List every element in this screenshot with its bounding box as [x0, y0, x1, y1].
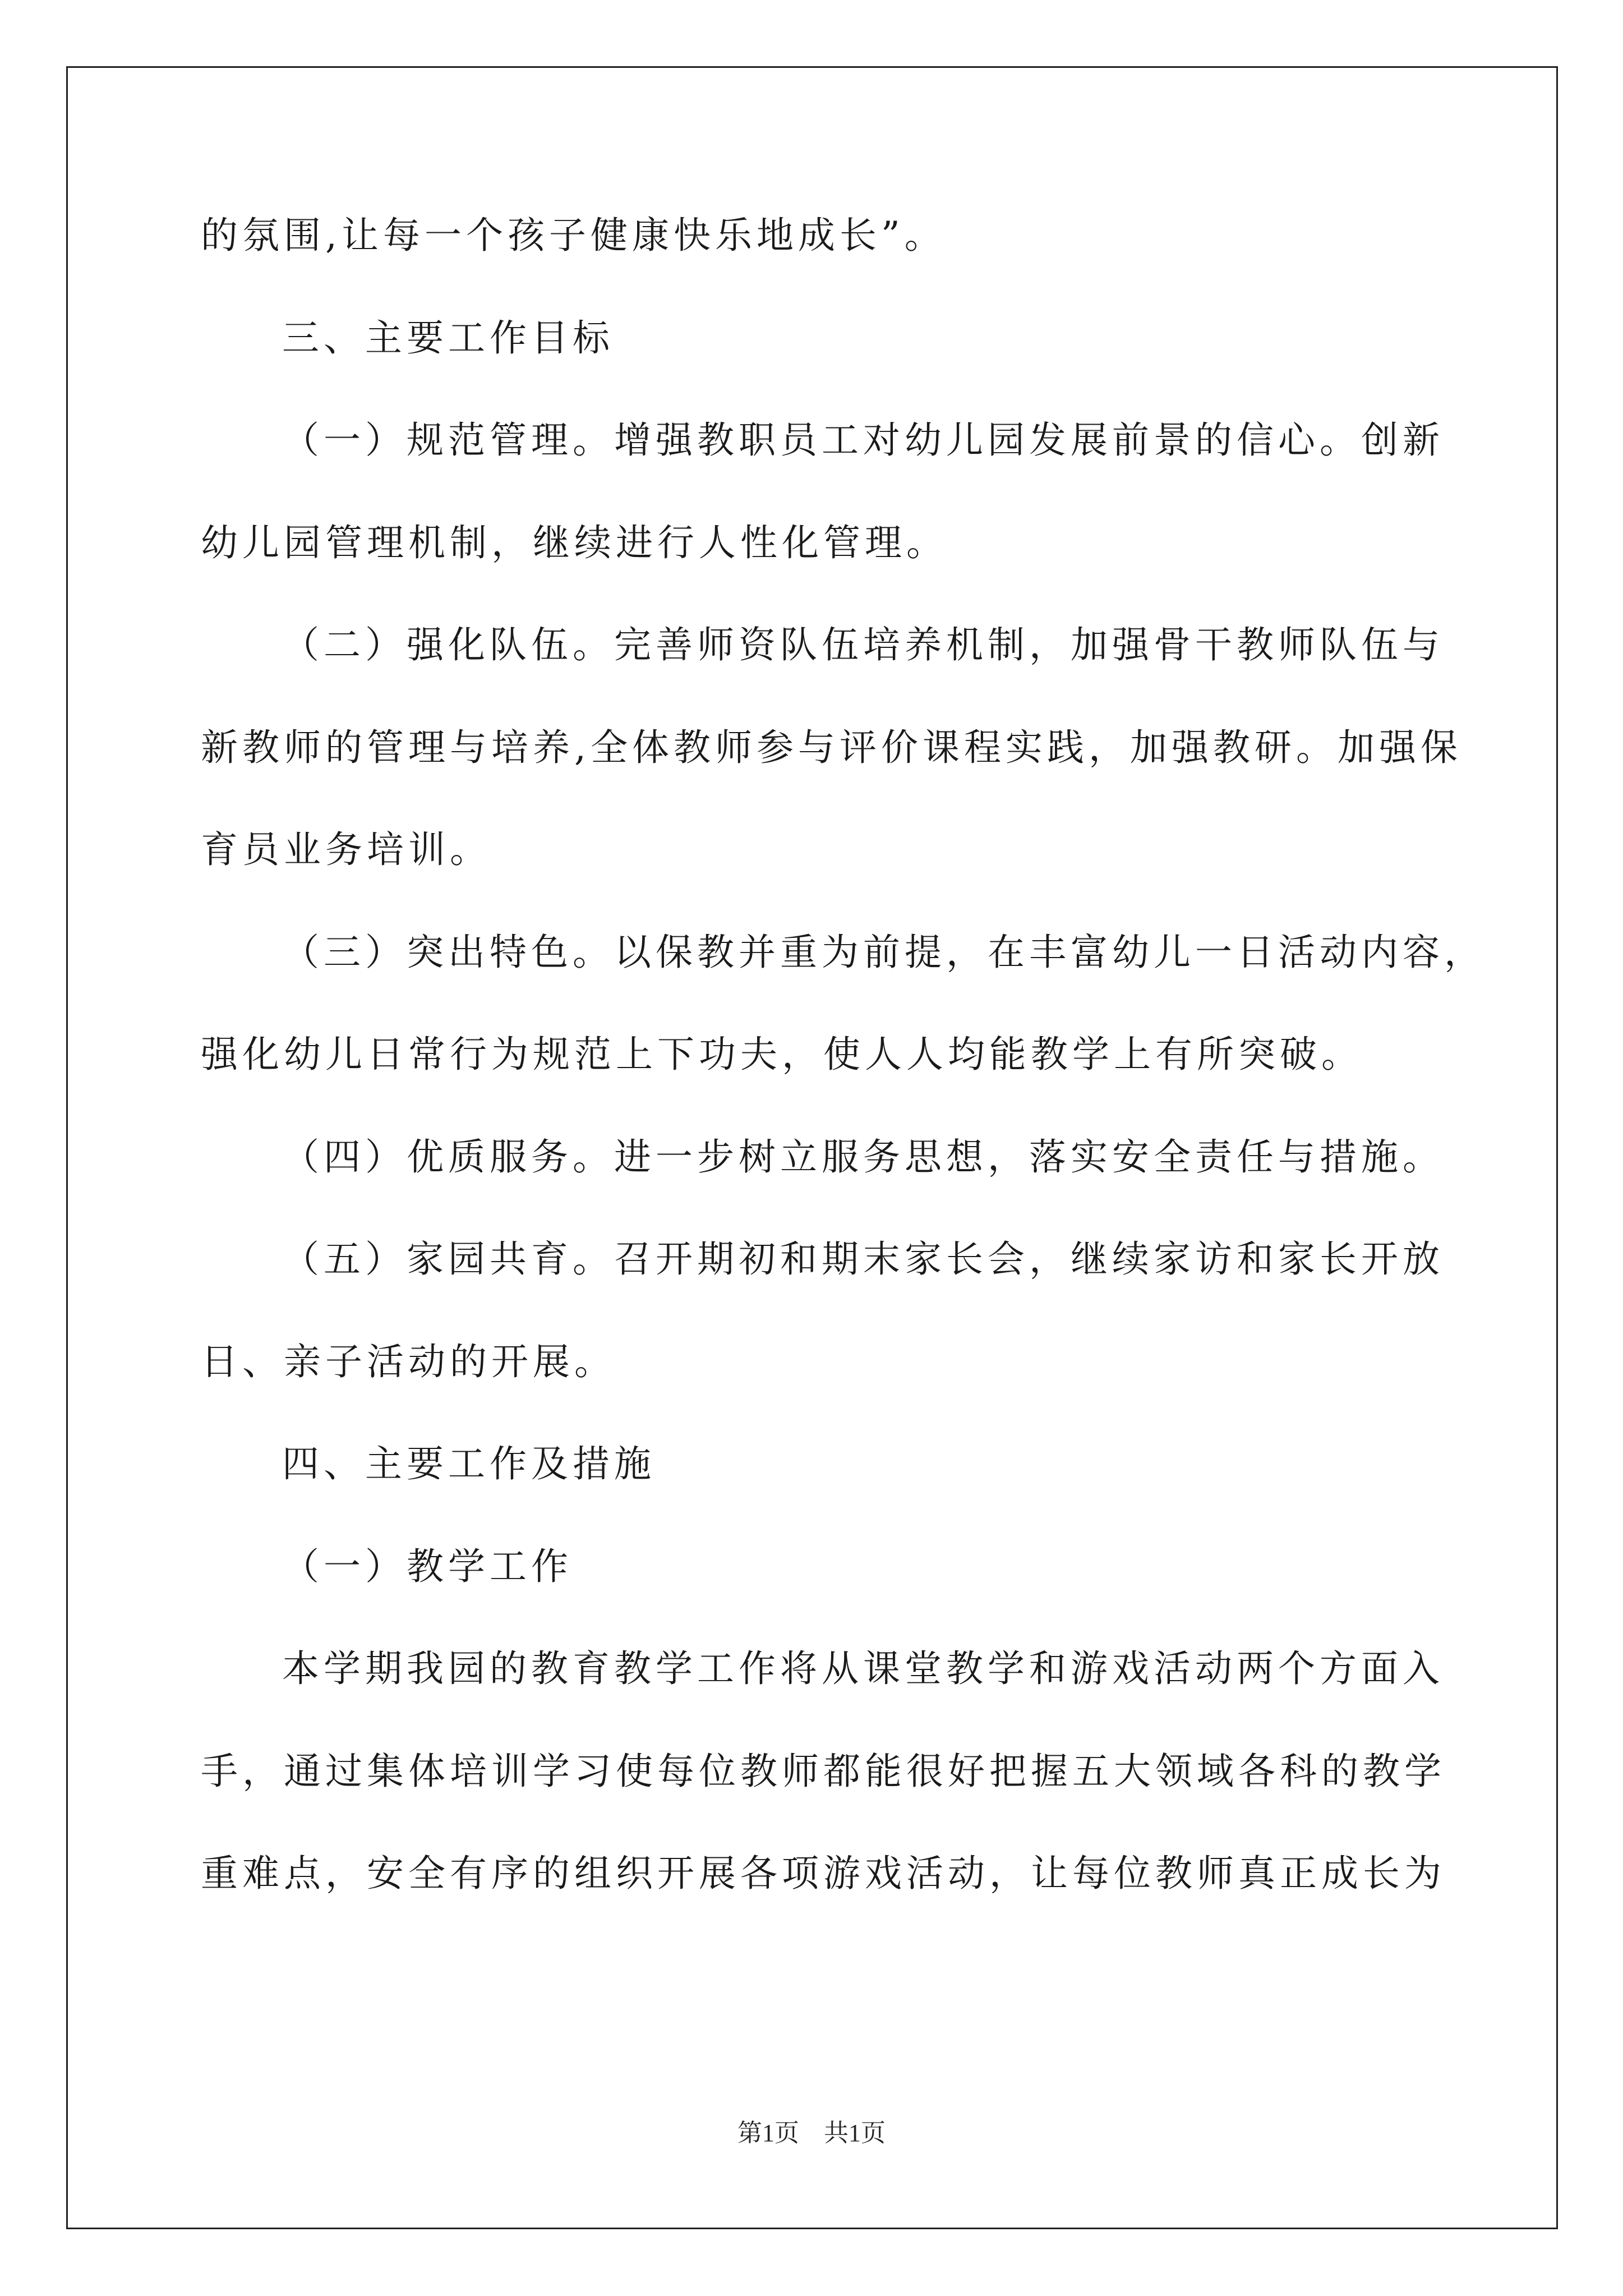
text-line: 的氛围,让每一个孩子健康快乐地成长”。 [201, 214, 946, 257]
page-number: 第1页 [737, 2119, 799, 2147]
page-total: 共1页 [824, 2119, 886, 2147]
text-line: 本学期我园的教育教学工作将从课堂教学和游戏活动两个方面入 [282, 1647, 1444, 1690]
text-line: 强化幼儿日常行为规范上下功夫，使人人均能教学上有所突破。 [201, 1033, 1363, 1076]
page-footer [0, 2118, 1623, 2149]
subsection-heading: （一）教学工作 [282, 1545, 573, 1588]
text-line: 重难点，安全有序的组织开展各项游戏活动，让每位教师真正成长为 [201, 1852, 1446, 1895]
section-heading: 四、主要工作及措施 [282, 1442, 656, 1485]
text-line: （一）规范管理。增强教职员工对幼儿园发展前景的信心。创新 [282, 418, 1444, 462]
text-line: 手，通过集体培训学习使每位教师都能很好把握五大领域各科的教学 [201, 1750, 1446, 1793]
text-line: （三）突出特色。以保教并重为前提，在丰富幼儿一日活动内容， [282, 931, 1486, 974]
text-line: 新教师的管理与培养,全体教师参与评价课程实践，加强教研。加强保 [201, 726, 1462, 769]
text-line: （四）优质服务。进一步树立服务思想，落实安全责任与措施。 [282, 1135, 1444, 1179]
text-line: 日、亲子活动的开展。 [201, 1340, 616, 1383]
section-heading: 三、主要工作目标 [282, 316, 614, 360]
text-line: 幼儿园管理机制，继续进行人性化管理。 [201, 521, 948, 564]
text-line: （二）强化队伍。完善师资队伍培养机制，加强骨干教师队伍与 [282, 623, 1444, 666]
text-line: 育员业务培训。 [201, 828, 491, 871]
text-line: （五）家园共育。召开期初和期末家长会，继续家访和家长开放 [282, 1237, 1444, 1281]
